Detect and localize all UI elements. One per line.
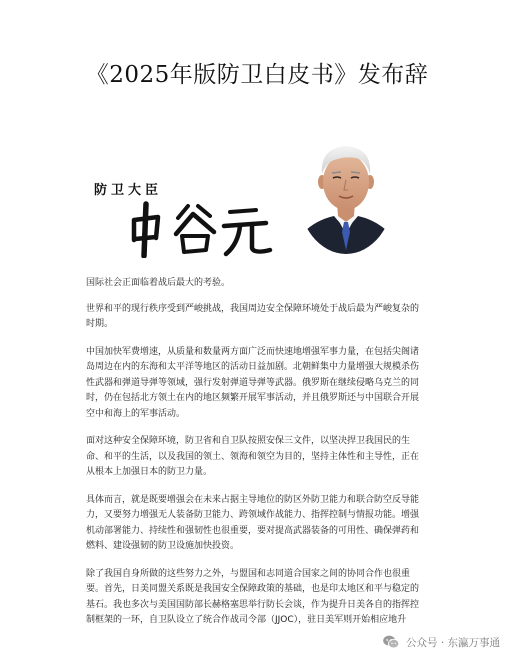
paragraph: 除了我国自身所做的这些努力之外，与盟国和志同道合国家之间的协同合作也很重要。首先，日美同盟关系既是我国安全保障政策的基础，也是印太地区和平与稳定的基石。我也多次与美国国防部长赫格塞思举行防长会谈，作为提升日美各自的指挥控制框架的一环，自卫队设立了统合作战司令部（JJOC），驻日美军则开始相应地升 [86, 568, 420, 625]
paragraph: 具体而言，就是既要增强会在未来占据主导地位的防区外防卫能力和联合防空反导能力，又要努力增强无人装备防卫能力、跨领域作战能力、指挥控制与情报功能。增强机动部署能力、持续性和强韧性也很重要，要对提高武器装备的可用性、确保弹药和燃料、建设强韧的防卫设施加快投资。 [86, 494, 420, 551]
wechat-icon [382, 633, 400, 651]
watermark [382, 633, 500, 651]
paragraph: 国际社会正面临着战后最大的考验。 [86, 278, 231, 288]
watermark-text: 公众号 · 东瀛万事通 [405, 636, 500, 649]
portrait-image [298, 130, 394, 254]
paragraph: 面对这种安全保障环境，防卫省和自卫队按照安保三文件，以坚决捍卫我国民的生命、和平的生活，以及我国的领土、领海和领空为目的，坚持主体性和主导性，正在从根本上加强日本的防卫力量。 [86, 436, 420, 477]
author-portrait [298, 130, 394, 254]
handwritten-signature [126, 200, 276, 258]
author-rank: 防卫大臣 [94, 183, 163, 198]
document-body [86, 276, 426, 641]
author-signature [126, 200, 276, 262]
page-title: 《2025年版防卫白皮书》发布辞 [85, 62, 429, 88]
paragraph: 世界和平的现行秩序受到严峻挑战，我国周边安全保障环境处于战后最为严峻复杂的时期。 [86, 303, 420, 329]
paragraph: 中国加快军费增速，从质量和数量两方面广泛而快速地增强军事力量，在包括尖阁诸岛周边在内的东海和太平洋等地区的活动日益加剧。北朝鲜集中力量增强大规模杀伤性武器和弹道导弹等领域，强行发射弹道导弹等武器。俄罗斯在继续侵略乌克兰的同时，仍在包括北方领土在内的地区频繁开展军事活动，并且俄罗斯还与中国联合开展空中和海上的军事活动。 [86, 346, 420, 419]
